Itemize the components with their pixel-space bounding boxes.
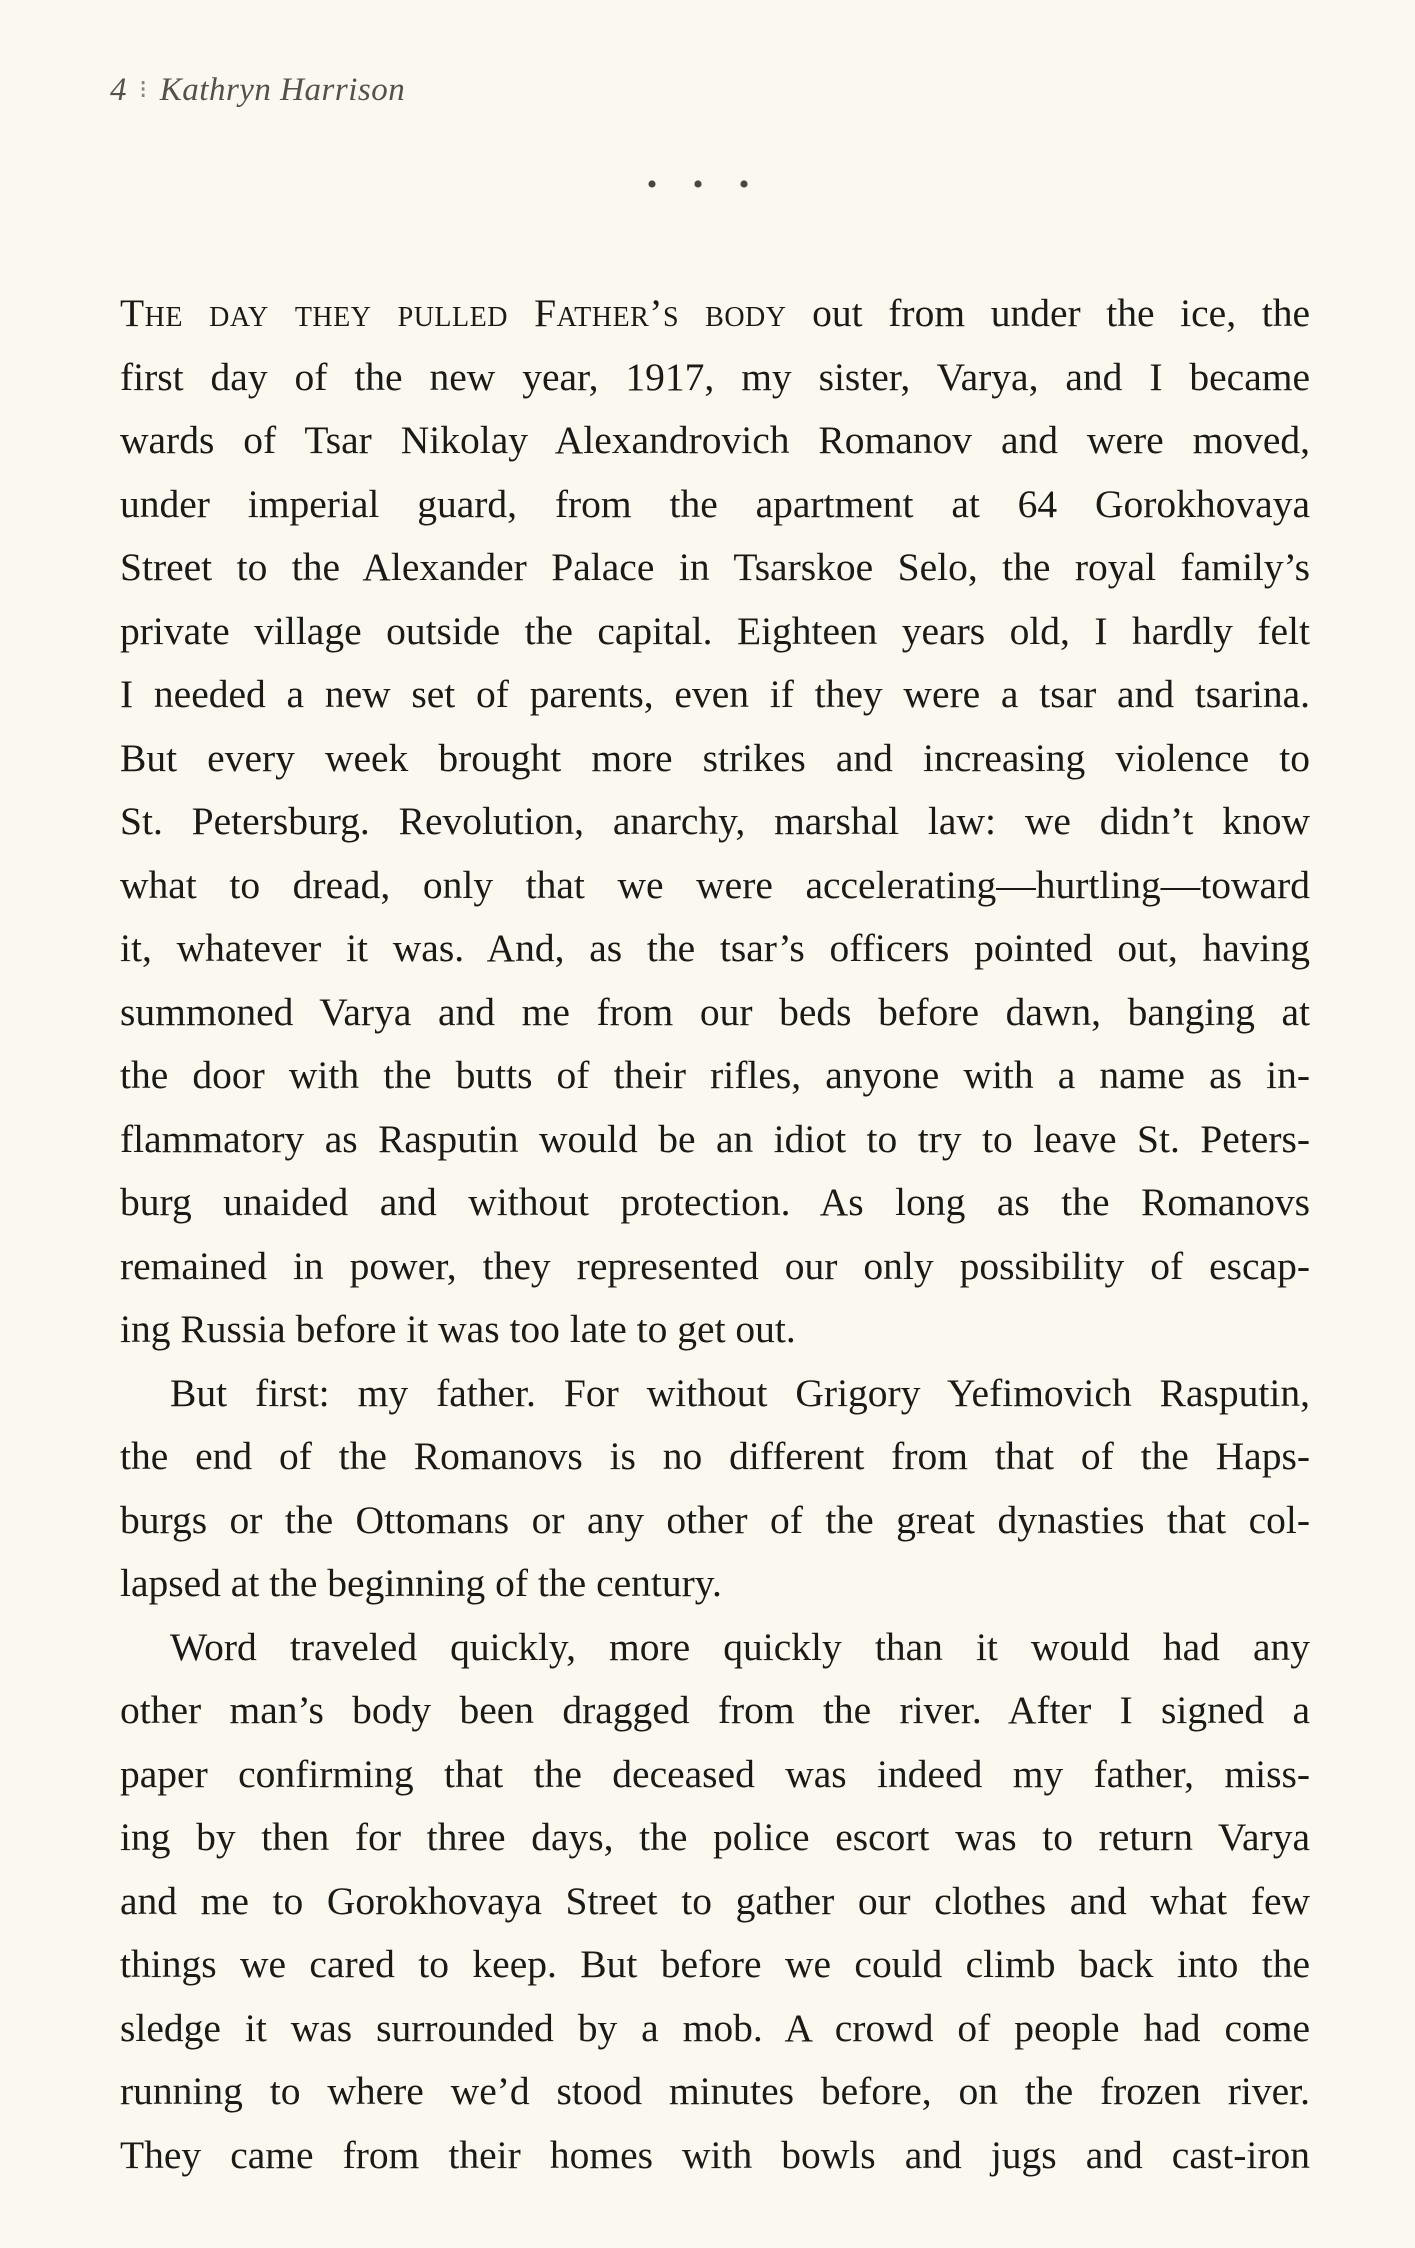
text-line: the end of the Romanovs is no different from that of the Haps-	[120, 1434, 1310, 1478]
text-line: remained in power, they represented our only possibility of escap-	[120, 1243, 1310, 1288]
opening-small-caps: The day they pulled Father’s body	[120, 291, 787, 335]
text-line: private village outside the capital. Eighteen years old, I hardly felt	[120, 608, 1310, 653]
text-line: running to where we’d stood minutes before, on the frozen river.	[120, 2069, 1310, 2113]
text-line: the door with the butts of their rifles, anyone with a name as in-	[120, 1053, 1310, 1097]
text-line: other man’s body been dragged from the river. After I signed a	[120, 1688, 1310, 1732]
text-line: flammatory as Rasputin would be an idiot to try to leave St. Peters-	[120, 1116, 1310, 1161]
text-line: sledge it was surrounded by a mob. A crowd of people had come	[120, 2005, 1310, 2050]
text-line: St. Petersburg. Revolution, anarchy, marshal law: we didn’t know	[120, 799, 1310, 843]
text-line: under imperial guard, from the apartment at 64 Gorokhovaya	[120, 481, 1310, 526]
text-line: ing by then for three days, the police escort was to return Varya	[120, 1815, 1310, 1859]
text-line: things we cared to keep. But before we could climb back into the	[120, 1942, 1310, 1986]
text-line-rest: out from under the ice, the	[786, 291, 1310, 335]
text-line: first day of the new year, 1917, my sister, Varya, and I became	[120, 354, 1310, 399]
author-name: Kathryn Harrison	[159, 72, 406, 108]
text-line: Word traveled quickly, more quickly than it would had any	[170, 1624, 1310, 1669]
text-line: They came from their homes with bowls and jugs and cast-iron	[120, 2132, 1310, 2177]
text-line: what to dread, only that we were accelerating—hurtling—toward	[120, 862, 1310, 907]
text-line: burg unaided and without protection. As long as the Romanovs	[120, 1180, 1310, 1224]
text-line: and me to Gorokhovaya Street to gather our clothes and what few	[120, 1878, 1310, 1923]
text-line: it, whatever it was. And, as the tsar’s officers pointed out, having	[120, 926, 1310, 970]
text-line: Street to the Alexander Palace in Tsarskoe Selo, the royal family’s	[120, 545, 1310, 589]
text-line: wards of Tsar Nikolay Alexandrovich Romanov and were moved,	[120, 418, 1310, 462]
text-line: burgs or the Ottomans or any other of the great dynasties that col-	[120, 1497, 1310, 1542]
page-number: 4	[110, 72, 127, 108]
text-line	[120, 282, 1310, 346]
text-line: But first: my father. For without Grigory Yefimovich Rasputin,	[170, 1370, 1310, 1415]
text-line: ing Russia before it was too late to get out.	[120, 1307, 796, 1351]
text-line: I needed a new set of parents, even if they were a tsar and tsarina.	[120, 672, 1310, 716]
section-break: • • •	[646, 168, 764, 201]
running-head-separator: ⁝	[139, 75, 148, 104]
text-line: lapsed at the beginning of the century.	[120, 1561, 722, 1605]
running-head	[110, 72, 405, 109]
text-line: summoned Varya and me from our beds before dawn, banging at	[120, 989, 1310, 1034]
body-text	[120, 282, 1310, 2187]
text-line: paper confirming that the deceased was indeed my father, miss-	[120, 1751, 1310, 1796]
text-line: But every week brought more strikes and increasing violence to	[120, 735, 1310, 780]
